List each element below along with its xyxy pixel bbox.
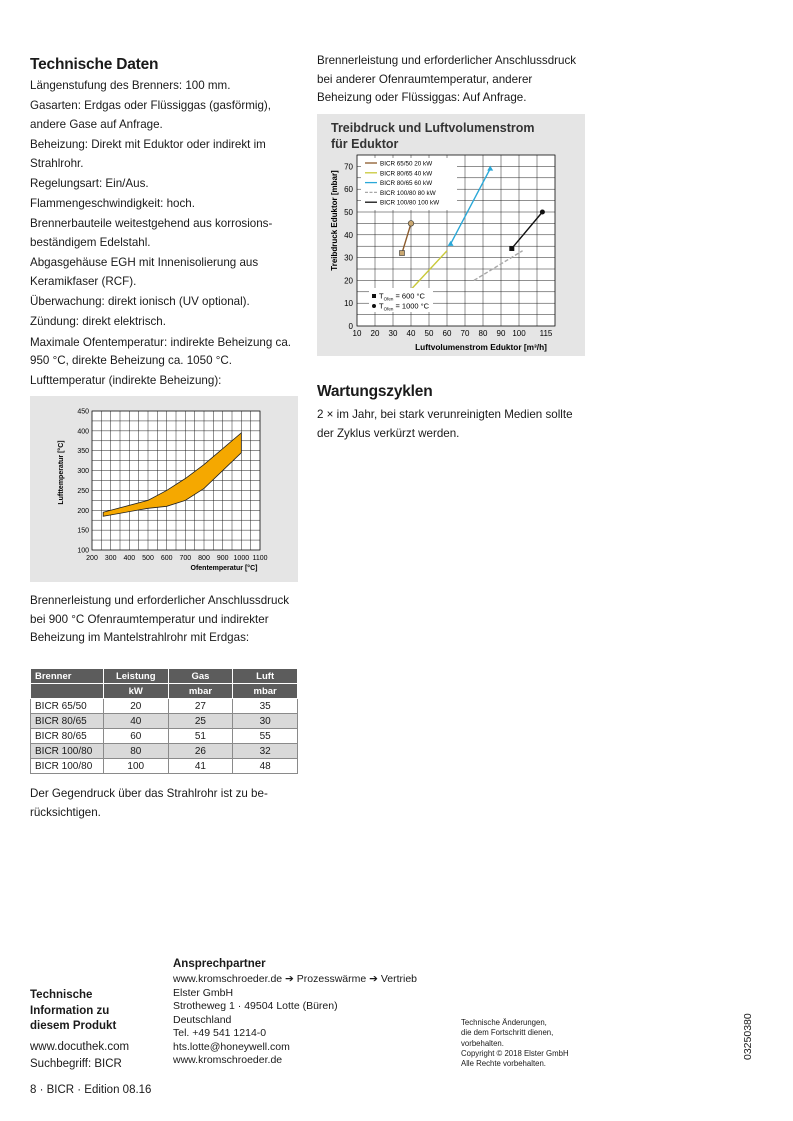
legend-label: BICR 80/65 40 kW xyxy=(380,170,433,178)
table-intro-text: Brennerleistung und erforderlicher Anschlussdruck bei 900 °C Ofenraumtemperatur und indirekter Beheizung im Mantelstrahlrohr mit Erdgas: xyxy=(30,594,290,644)
air-temperature-chart xyxy=(30,396,298,582)
table-cell: 26 xyxy=(168,744,233,759)
chart-title-line-2: für Eduktor xyxy=(331,137,399,151)
table-cell: BICR 80/65 xyxy=(31,714,104,729)
x-tick-label: 115 xyxy=(539,329,553,338)
x-tick-label: 300 xyxy=(104,555,117,562)
legal-line-3: vorbehalten. xyxy=(461,1038,504,1048)
table-row xyxy=(31,714,298,729)
x-tick-label: 200 xyxy=(86,555,98,562)
footer-product-info xyxy=(30,988,170,1073)
table-cell: 100 xyxy=(103,759,168,774)
marker-legend-circle xyxy=(372,304,376,308)
contact-phone: Tel. +49 541 1214-0 xyxy=(173,1027,267,1039)
y-tick-label: 70 xyxy=(344,162,353,172)
footer-contact xyxy=(173,957,443,1068)
contact-title: Ansprechpartner xyxy=(173,958,266,970)
y-tick-label: 30 xyxy=(344,253,353,263)
spec-item: Längenstufung des Brenners: 100 mm. xyxy=(30,79,231,92)
x-axis-label: Luftvolumenstrom Eduktor [m³/h] xyxy=(415,342,547,352)
x-tick-label: 1000 xyxy=(233,555,250,562)
x-tick-label: 600 xyxy=(160,555,173,562)
x-tick-label: 70 xyxy=(460,329,470,338)
y-tick-label: 40 xyxy=(344,230,353,240)
legal-line-1: Technische Änderungen, xyxy=(461,1018,547,1027)
marker-legend-square xyxy=(372,294,376,298)
docuthek-link[interactable]: www.docuthek.com xyxy=(30,1040,130,1053)
table-cell: 40 xyxy=(103,714,168,729)
y-tick-label: 400 xyxy=(77,428,89,436)
search-term: Suchbegriff: BICR xyxy=(30,1057,122,1070)
maintenance-section xyxy=(317,383,585,445)
col-header-leistung: Leistung xyxy=(103,669,168,684)
spec-item: Gasarten: Erdgas oder Flüssiggas (gasförmig), andere Gase auf Anfrage. xyxy=(30,99,271,131)
contact-email[interactable]: hts.lotte@honeywell.com xyxy=(173,1040,290,1053)
table-cell: 80 xyxy=(103,744,168,759)
spec-item: Beheizung: Direkt mit Eduktor oder indirekt im Strahlrohr. xyxy=(30,138,266,170)
x-tick-label: 900 xyxy=(216,555,229,562)
air-temperature-chart-svg xyxy=(30,396,298,582)
table-cell: BICR 65/50 xyxy=(31,699,104,714)
y-axis-label: Treibdruck Eduktor [mbar] xyxy=(330,170,339,271)
marker-legend-label: $T_{Ofen} = 600$ °C xyxy=(379,291,425,302)
back-pressure-note-text: Der Gegendruck über das Strahlrohr ist zu berücksichtigen. xyxy=(30,787,268,819)
contact-street: Strotheweg 1 · 49504 Lotte (Büren) xyxy=(173,1000,338,1012)
y-tick-label: 60 xyxy=(344,185,353,195)
technical-data-heading: Technische Daten xyxy=(30,56,159,73)
spec-item: Brennerbauteile weitestgehend aus korrosionsbeständigem Edelstahl. xyxy=(30,217,273,249)
contact-sales-link[interactable]: www.kromschroeder.de ➔ Prozesswärme ➔ Vertrieb xyxy=(173,973,418,985)
table-row xyxy=(31,744,298,759)
series-marker-circle xyxy=(540,210,545,215)
y-tick-label: 150 xyxy=(77,527,89,535)
table-cell: 35 xyxy=(233,699,298,714)
chart-title-line-1: Treibdruck und Luftvolumenstrom xyxy=(331,121,535,135)
table-cell: BICR 100/80 xyxy=(31,759,104,774)
y-tick-label: 20 xyxy=(344,276,353,286)
table-units-row xyxy=(31,684,298,699)
legal-line-2: die dem Fortschritt dienen, xyxy=(461,1028,554,1038)
legend-label: BICR 100/80 80 kW xyxy=(380,189,436,197)
y-tick-label: 0 xyxy=(348,322,353,331)
spec-item: Maximale Ofentemperatur: indirekte Beheizung ca. 950 °C, direkte Beheizung ca. 1050 °C. xyxy=(30,335,291,368)
x-tick-label: 1100 xyxy=(252,555,268,562)
x-tick-label: 40 xyxy=(406,329,416,338)
spec-item: Abgasgehäuse EGH mit Innenisolierung aus Keramikfaser (RCF). xyxy=(30,256,259,288)
series-marker-circle xyxy=(408,221,414,227)
y-tick-label: 450 xyxy=(77,408,89,416)
marker-legend-label: $T_{Ofen} = 1000$ °C xyxy=(379,301,430,312)
x-tick-label: 80 xyxy=(478,329,488,338)
y-tick-label: 350 xyxy=(77,448,89,456)
table-cell: 25 xyxy=(168,714,233,729)
eductor-chart xyxy=(317,114,585,356)
unit-brenner xyxy=(31,684,104,699)
unit-leistung: kW xyxy=(103,684,168,699)
x-tick-label: 500 xyxy=(142,555,154,562)
table-cell: 55 xyxy=(233,729,298,744)
contact-country: Deutschland xyxy=(173,1013,232,1026)
x-tick-label: 90 xyxy=(496,329,506,338)
table-cell: 41 xyxy=(168,759,233,774)
table-header-row xyxy=(31,669,298,684)
x-tick-label: 10 xyxy=(352,329,362,338)
table-cell: 27 xyxy=(168,699,233,714)
x-tick-label: 60 xyxy=(442,329,452,338)
x-tick-label: 100 xyxy=(512,329,526,338)
table-cell: BICR 100/80 xyxy=(31,744,104,759)
table-cell: 30 xyxy=(233,714,298,729)
x-axis-label: Ofentemperatur [°C] xyxy=(190,565,258,572)
table-row xyxy=(31,759,298,774)
other-conditions-text: Brennerleistung und erforderlicher Anschlussdruck bei anderer Ofenraumtemperatur, anderer Beheizung oder Flüssiggas: Auf Anfrage. xyxy=(317,54,577,104)
legal-line-4: Copyright © 2018 Elster GmbH xyxy=(461,1048,569,1058)
table-row xyxy=(31,729,298,744)
burner-table-wrap xyxy=(30,668,298,774)
spec-item: Zündung: direkt elektrisch. xyxy=(30,315,166,329)
col-header-luft: Luft xyxy=(233,669,298,684)
footer-info-title-1: Technische xyxy=(30,989,93,1001)
spec-item: Überwachung: direkt ionisch (UV optional). xyxy=(30,295,250,309)
table-row xyxy=(31,699,298,714)
col-header-brenner: Brenner xyxy=(31,669,104,684)
y-tick-label: 10 xyxy=(344,299,353,309)
left-column xyxy=(30,56,300,393)
footer-info-title-2: Information zu xyxy=(30,1004,110,1017)
legend-label: BICR 65/50 20 kW xyxy=(380,160,433,168)
x-tick-label: 50 xyxy=(424,329,434,338)
table-cell: 32 xyxy=(233,744,298,759)
contact-company: Elster GmbH xyxy=(173,986,234,999)
back-pressure-note xyxy=(30,785,292,824)
unit-luft: mbar xyxy=(233,684,298,699)
x-tick-label: 700 xyxy=(179,555,192,562)
y-tick-label: 250 xyxy=(77,487,89,495)
x-tick-label: 400 xyxy=(123,555,136,562)
eductor-chart-svg xyxy=(317,114,585,356)
y-axis-label: Lufttemperatur [°C] xyxy=(58,440,65,505)
table-cell: 51 xyxy=(168,729,233,744)
spec-item: Flammengeschwindigkeit: hoch. xyxy=(30,197,195,211)
legend-label: BICR 80/65 60 kW xyxy=(380,180,433,188)
footer-info-title-3: diesem Produkt xyxy=(30,1020,117,1032)
page-footer: 8 · BICR · Edition 08.16 xyxy=(30,1084,152,1096)
burner-table xyxy=(30,668,298,774)
spec-item: Lufttemperatur (indirekte Beheizung): xyxy=(30,374,222,388)
table-cell: 48 xyxy=(233,759,298,774)
y-tick-label: 200 xyxy=(77,507,89,515)
series-marker-square xyxy=(509,246,514,251)
table-intro xyxy=(30,592,292,649)
document-number: 03250380 xyxy=(742,1013,754,1060)
x-tick-label: 800 xyxy=(198,555,210,562)
spec-item: Regelungsart: Ein/Aus. xyxy=(30,176,149,190)
spec-list xyxy=(30,77,300,391)
maintenance-heading: Wartungszyklen xyxy=(317,383,433,400)
contact-website[interactable]: www.kromschroeder.de xyxy=(173,1054,283,1066)
series-marker-square xyxy=(400,251,405,256)
table-cell: 20 xyxy=(103,699,168,714)
legal-line-5: Alle Rechte vorbehalten. xyxy=(461,1059,546,1069)
x-tick-label: 20 xyxy=(370,329,380,338)
table-body xyxy=(31,699,298,774)
right-column xyxy=(317,52,589,109)
y-tick-label: 100 xyxy=(77,547,89,555)
table-cell: 60 xyxy=(103,729,168,744)
x-tick-label: 30 xyxy=(388,329,398,338)
table-cell: BICR 80/65 xyxy=(31,729,104,744)
legend-label: BICR 100/80 100 kW xyxy=(380,199,440,207)
footer-legal xyxy=(461,1018,611,1069)
unit-gas: mbar xyxy=(168,684,233,699)
y-tick-label: 50 xyxy=(344,208,353,217)
y-tick-label: 300 xyxy=(77,468,89,476)
col-header-gas: Gas xyxy=(168,669,233,684)
maintenance-text: 2 × im Jahr, bei stark verunreinigten Medien sollte der Zyklus verkürzt werden. xyxy=(317,408,573,440)
